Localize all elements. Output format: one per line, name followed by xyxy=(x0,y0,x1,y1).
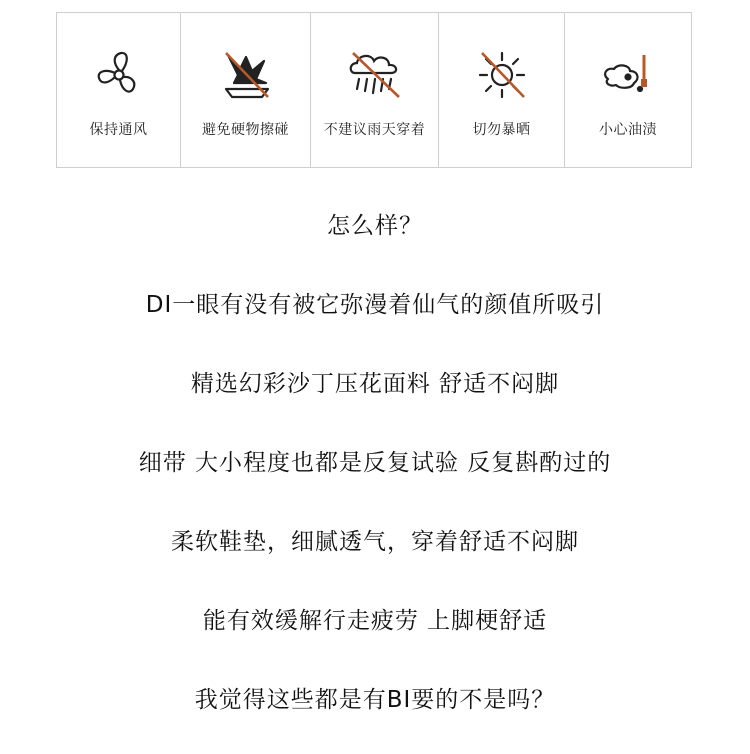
care-label-ventilation: 保持通风 xyxy=(89,122,148,138)
copy-line-1: 怎么样？ xyxy=(327,213,423,239)
care-label-no-rain: 不建议雨天穿着 xyxy=(323,122,426,138)
care-instructions-strip xyxy=(56,12,692,168)
oil-stain-icon xyxy=(598,49,658,101)
care-label-no-sun: 切勿暴晒 xyxy=(472,122,531,138)
care-item-ventilation xyxy=(57,13,181,167)
no-sun-icon xyxy=(472,49,532,101)
copy-line-7: 我觉得这些都是有BI要的不是吗？ xyxy=(194,687,556,713)
care-item-oil-stain xyxy=(565,13,691,167)
care-item-no-sun xyxy=(439,13,565,167)
fan-icon xyxy=(89,49,149,101)
care-label-avoid-collision: 避免硬物擦碰 xyxy=(202,122,289,138)
copy-line-6: 能有效缓解行走疲劳 上脚梗舒适 xyxy=(202,608,548,634)
care-item-no-rain xyxy=(311,13,439,167)
no-collision-icon xyxy=(216,49,276,101)
copy-line-4: 细带 大小程度也都是反复试验 反复斟酌过的 xyxy=(138,450,612,476)
care-item-avoid-collision xyxy=(181,13,311,167)
copy-line-3: 精选幻彩沙丁压花面料 舒适不闷脚 xyxy=(190,371,560,397)
no-rain-icon xyxy=(345,49,405,101)
copy-line-5: 柔软鞋垫，细腻透气，穿着舒适不闷脚 xyxy=(171,529,579,555)
care-label-oil-stain: 小心油渍 xyxy=(599,122,657,138)
copy-line-2: DI一眼有没有被它弥漫着仙气的颜值所吸引 xyxy=(145,292,605,318)
